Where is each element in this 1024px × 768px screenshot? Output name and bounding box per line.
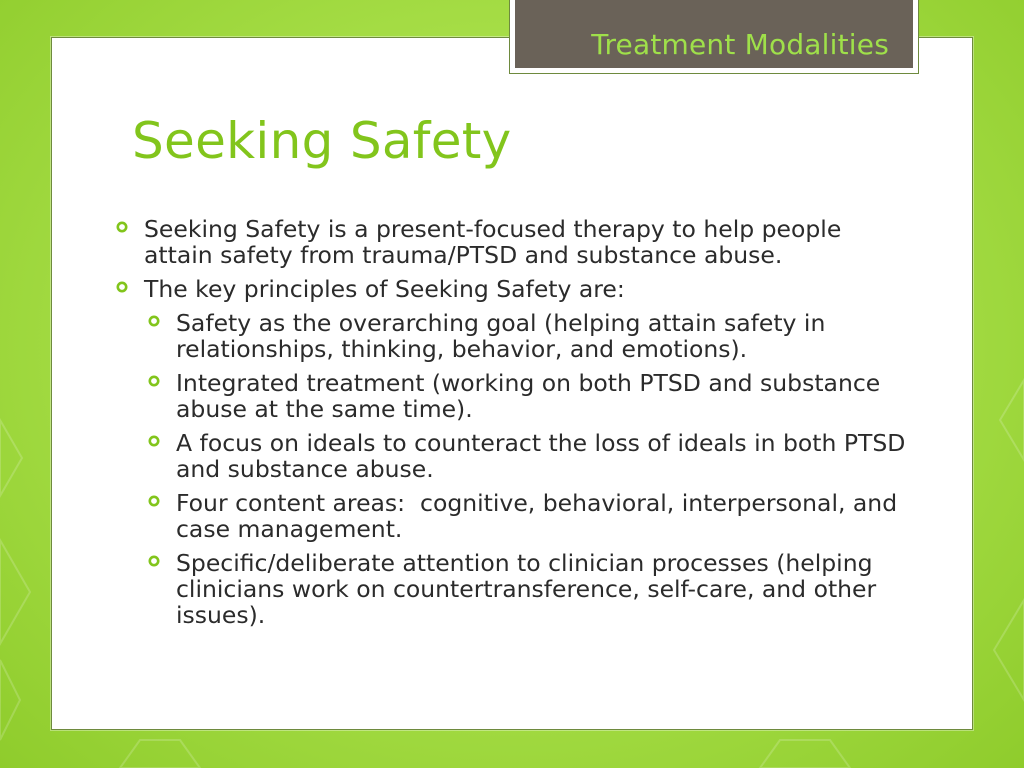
section-tag bbox=[515, 0, 913, 68]
bullet-item bbox=[114, 216, 909, 268]
hollow-circle-bullet-icon bbox=[116, 281, 128, 293]
bullet-text: Seeking Safety is a present-focused therapy to help people attain safety from trauma/PTSD and substance abuse. bbox=[144, 215, 842, 269]
hollow-circle-bullet-icon bbox=[148, 495, 160, 507]
bullet-list bbox=[114, 216, 909, 636]
bullet-item bbox=[114, 276, 909, 628]
hollow-circle-bullet-icon bbox=[148, 435, 160, 447]
sub-bullet-item bbox=[114, 370, 909, 422]
hollow-circle-bullet-icon bbox=[148, 315, 160, 327]
sub-bullet-text: A focus on ideals to counteract the loss of ideals in both PTSD and substance abuse. bbox=[176, 429, 906, 483]
slide-title: Seeking Safety bbox=[132, 112, 512, 170]
sub-bullet-text: Four content areas: cognitive, behavioral, interpersonal, and case management. bbox=[176, 489, 905, 543]
hollow-circle-bullet-icon bbox=[148, 555, 160, 567]
sub-bullet-item bbox=[114, 490, 909, 542]
hollow-circle-bullet-icon bbox=[148, 375, 160, 387]
sub-bullet-item bbox=[114, 550, 909, 628]
section-tag-label: Treatment Modalities bbox=[591, 28, 889, 61]
sub-bullet-text: Specific/deliberate attention to clinician processes (helping clinicians work on countertransference, self-care, and other issues). bbox=[176, 549, 877, 629]
sub-bullet-item bbox=[114, 430, 909, 482]
sub-bullet-list bbox=[114, 310, 909, 628]
sub-bullet-text: Safety as the overarching goal (helping attain safety in relationships, thinking, behavior, and emotions). bbox=[176, 309, 826, 363]
bullet-text: The key principles of Seeking Safety are: bbox=[144, 275, 625, 303]
sub-bullet-item bbox=[114, 310, 909, 362]
hollow-circle-bullet-icon bbox=[116, 221, 128, 233]
sub-bullet-text: Integrated treatment (working on both PTSD and substance abuse at the same time). bbox=[176, 369, 881, 423]
